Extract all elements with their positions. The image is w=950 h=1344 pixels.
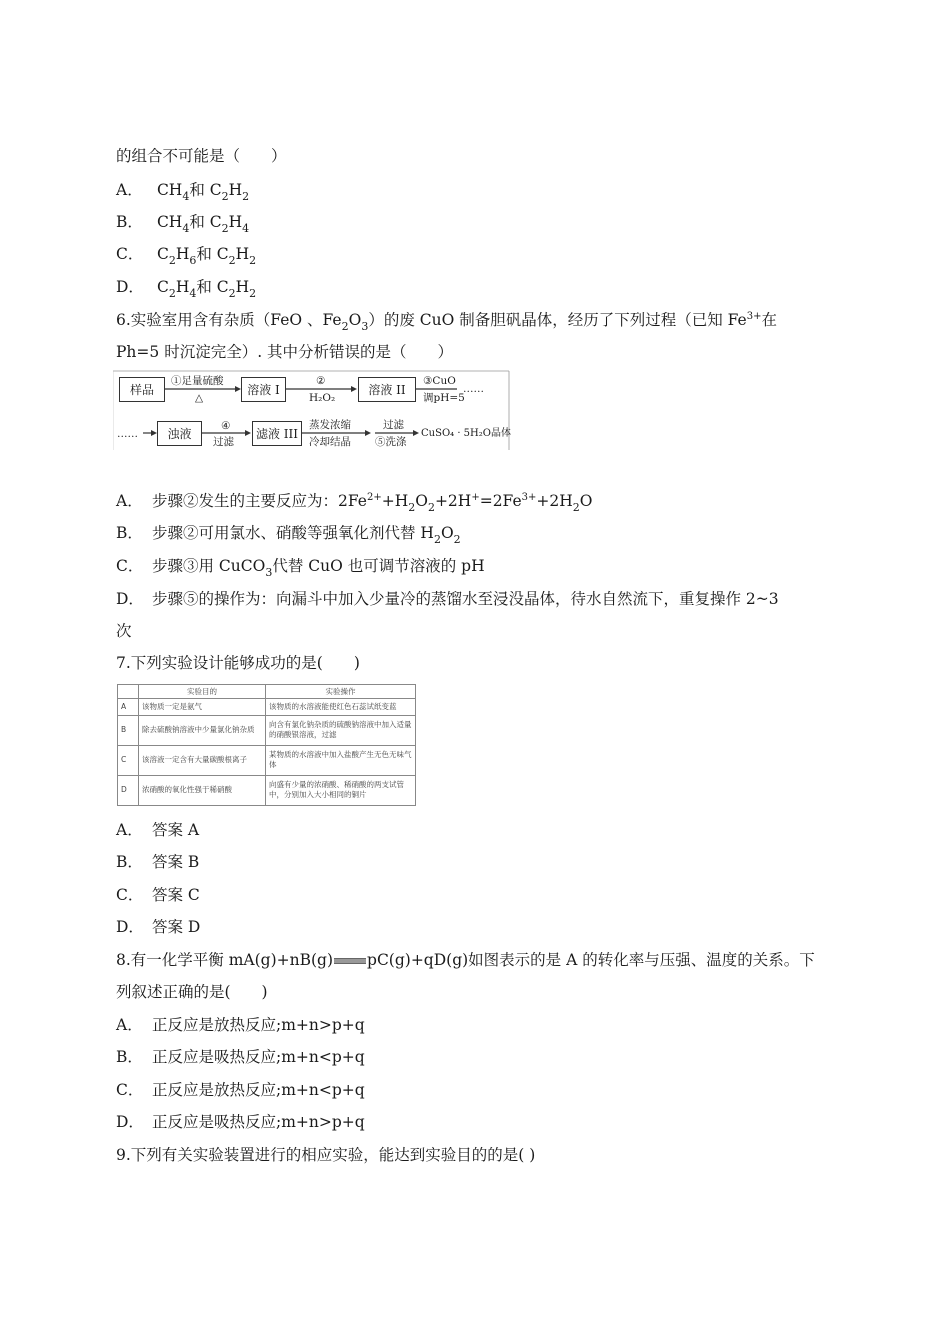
flow-sample-box: 样品 xyxy=(119,377,165,402)
q6-option-b: B． 步骤②可用氯水、硝酸等强氧化剂代替 $H_2O_2$ xyxy=(116,524,461,546)
table-cell: C xyxy=(118,745,139,775)
q6-option-d-line2: 次 xyxy=(116,622,132,640)
table-header-cell xyxy=(118,685,139,699)
q5-option-c: C． $C_2H_6$和 $C_2H_2$ xyxy=(116,245,257,267)
flow-evap-top: 蒸发浓缩 xyxy=(309,419,351,431)
table-header-row xyxy=(118,685,416,699)
q8-option-d: D． 正反应是吸热反应;m+n>p+q xyxy=(116,1113,365,1131)
flow-dots-end: …… xyxy=(463,383,484,395)
table-cell: 该物质一定是氨气 xyxy=(139,699,266,716)
flow-product: CuSO₄ · 5H₂O晶体 xyxy=(421,428,511,439)
flow-step2-top: ② xyxy=(316,375,326,387)
flow-step2-bot: H₂O₂ xyxy=(309,392,336,404)
table-header-cell: 实验目的 xyxy=(139,685,266,699)
table-cell: 向含有氯化钠杂质的硫酸钠溶液中加入适量的硝酸银溶液，过滤 xyxy=(266,715,416,745)
table-header-cell: 实验操作 xyxy=(266,685,416,699)
q8-option-b: B． 正反应是吸热反应;m+n<p+q xyxy=(116,1048,365,1066)
q8-option-c: C． 正反应是放热反应;m+n<p+q xyxy=(116,1081,365,1099)
q6-option-a: A． 步骤②发生的主要反应为：$2Fe^{2+}+H_2O_2+2H^+=2Fe^{3+}+2H_2O$ xyxy=(116,492,593,514)
q7-option-b: B． 答案 B xyxy=(116,853,200,871)
flow-dots-start: …… xyxy=(117,428,138,440)
q8-stem: 8.有一化学平衡 mA(g)+nB(g) pC(g)+qD(g)如图表示的是 A 的转化率与压强、温度的关系。下 xyxy=(116,951,815,969)
flow-filter-bot: ⑤洗涤 xyxy=(375,436,407,448)
q5-option-d: D． $C_2H_4$和 $C_2H_2$ xyxy=(116,278,257,300)
flow-step4-bot: 过滤 xyxy=(213,436,234,448)
experiment-table xyxy=(117,684,416,806)
q6-stem: 6.实验室用含有杂质（FeO 、$Fe_2O_3$）的废 CuO 制备胆矾晶体，经历了下列过程（已知 $Fe^{3+}$在 xyxy=(116,311,777,333)
table-row xyxy=(118,699,416,716)
table-cell: 该物质的水溶液能使红色石蕊试纸变蓝 xyxy=(266,699,416,716)
q9-stem: 9.下列有关实验装置进行的相应实验，能达到实验目的的是( ) xyxy=(116,1146,536,1164)
flow-solution1-box: 溶液 I xyxy=(241,377,286,402)
table-row xyxy=(118,775,416,805)
q5-option-a: A． $CH_4$和 $C_2H_2$ xyxy=(116,181,250,203)
table-cell: 向盛有少量的浓硝酸、稀硝酸的两支试管中，分别加入大小相同的铜片 xyxy=(266,775,416,805)
q6-option-d: D． 步骤⑤的操作为：向漏斗中加入少量冷的蒸馏水至浸没晶体，待水自然流下，重复操作 2~3 xyxy=(116,590,779,608)
q7-option-d: D． 答案 D xyxy=(116,918,201,936)
table-row xyxy=(118,715,416,745)
flow-step1-bot: △ xyxy=(195,392,204,404)
flow-step3-top: ③CuO xyxy=(423,375,456,387)
flow-step4-top: ④ xyxy=(221,420,231,432)
equilibrium-arrow-icon xyxy=(334,958,366,964)
table-cell: 该溶液一定含有大量碳酸根离子 xyxy=(139,745,266,775)
table-cell: 浓硝酸的氧化性强于稀硝酸 xyxy=(139,775,266,805)
flow-filtrate-box: 滤液 III xyxy=(252,421,302,446)
process-flow-chart xyxy=(113,370,511,452)
q8-stem-line2: 列叙述正确的是( ) xyxy=(116,983,268,1001)
q5-stem-tail: 的组合不可能是（ ） xyxy=(116,147,287,165)
table-cell: A xyxy=(118,699,139,716)
q7-option-a: A． 答案 A xyxy=(116,821,200,839)
table-row xyxy=(118,745,416,775)
q6-option-c: C． 步骤③用 CuCO$_3$代替 CuO 也可调节溶液的 pH xyxy=(116,557,485,579)
q5-option-b: B． $CH_4$和 $C_2H_4$ xyxy=(116,213,250,235)
q7-stem: 7.下列实验设计能够成功的是( ) xyxy=(116,654,360,672)
table-cell: D xyxy=(118,775,139,805)
flow-solution2-box: 溶液 II xyxy=(358,377,416,402)
table-cell: 某物质的水溶液中加入盐酸产生无色无味气体 xyxy=(266,745,416,775)
flow-step3-bot: 调pH=5 xyxy=(423,392,465,404)
flow-evap-bot: 冷却结晶 xyxy=(309,436,351,448)
flow-step1-top: ①足量硫酸 xyxy=(171,375,224,387)
q8-option-a: A． 正反应是放热反应;m+n>p+q xyxy=(116,1016,365,1034)
flow-turbid-box: 浊液 xyxy=(157,421,202,446)
table-cell: B xyxy=(118,715,139,745)
q7-option-c: C． 答案 C xyxy=(116,886,200,904)
table-cell: 除去硫酸钠溶液中少量氯化钠杂质 xyxy=(139,715,266,745)
flow-filter-top: 过滤 xyxy=(383,419,404,431)
q6-stem-line2: Ph=5 时沉淀完全）. 其中分析错误的是（ ） xyxy=(116,343,454,361)
